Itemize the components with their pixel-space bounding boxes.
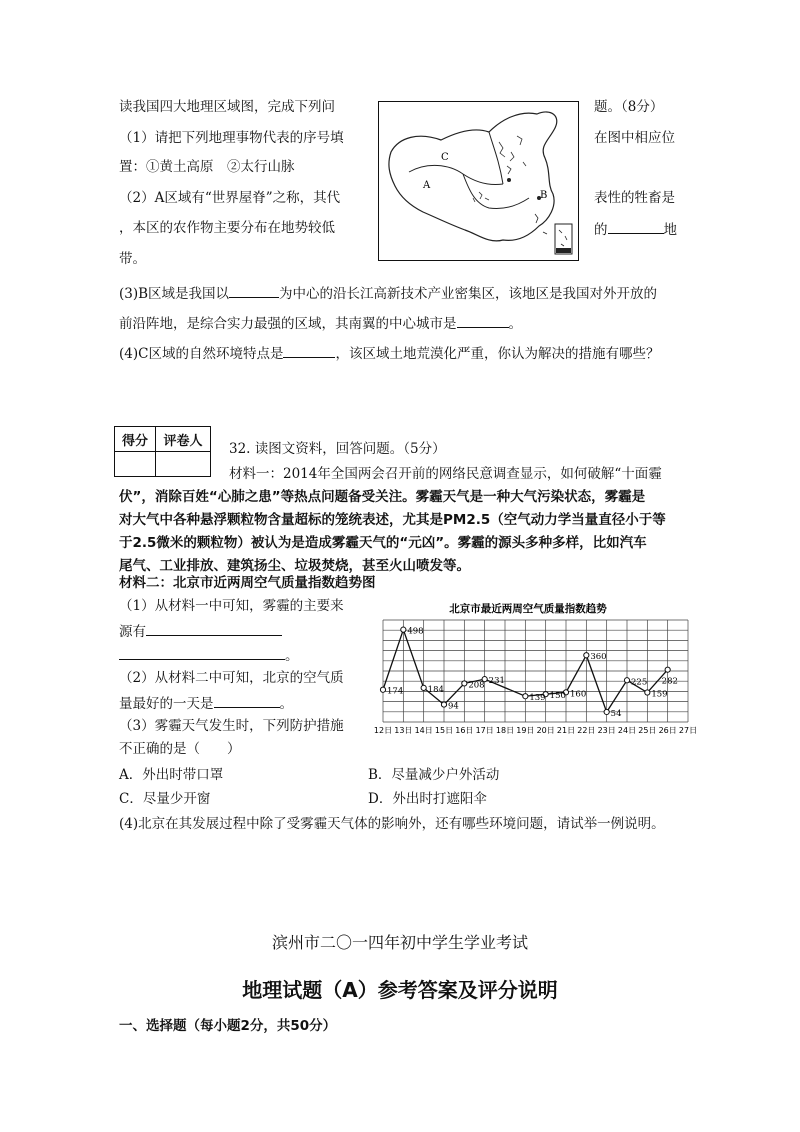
data-point [604,709,609,714]
x-tick-label: 20日 [536,726,555,735]
q31-intro-left: 读我国四大地理区域图，完成下列问 [119,99,335,115]
x-tick-label: 25日 [638,726,657,735]
q32-s1-line1: （1）从材料一中可知，雾霾的主要来 [119,598,344,614]
chart-grid [383,620,688,722]
q32-s4: (4)北京在其发展过程中除了受雾霾天气体的影响外，还有哪些环境问题，请试举一例说明。 [119,816,665,832]
china-map-drawing [379,102,578,260]
x-tick-label: 24日 [617,726,637,735]
q32-s2-line1: （2）从材料二中可知，北京的空气质 [119,670,344,686]
answer-title-line2: 地理试题（A）参考答案及评分说明 [242,978,558,1002]
data-point [624,678,629,683]
answer-blank[interactable] [283,343,335,358]
x-tick-label: 18日 [495,726,515,735]
option-d[interactable]: D．外出时打遮阳伞 [368,791,487,807]
q32-material1-line1: 材料一：2014年全国两会召开前的网络民意调查显示，如何破解“十面霾 [229,466,662,482]
q32-s1-line2: 源有 [119,621,282,641]
q31-p2-line3: 带。 [119,251,146,267]
x-tick-label: 22日 [577,726,596,735]
option-c[interactable]: C．尽量少开窗 [119,791,211,807]
data-point [523,694,528,699]
option-a[interactable]: A．外出时带口罩 [119,767,224,783]
q32-material2: 材料二：北京市近两周空气质量指数趋势图 [119,575,376,591]
q31-p3-line2: 前沿阵地，是综合实力最强的区域，其南翼的中心城市是 。 [119,313,522,333]
q31-p1-right: 在图中相应位 [594,130,675,146]
q32-s1-line3: 。 [119,645,299,665]
answer-title-line1: 滨州市二〇一四年初中学生学业考试 [271,933,528,952]
data-point [584,653,589,658]
x-tick-label: 23日 [597,726,616,735]
q31-intro-right: 题。（8分） [594,99,664,115]
data-label: 159 [651,689,668,700]
x-tick-label: 13日 [394,726,413,735]
data-point [441,702,446,707]
region-boundary [489,132,503,184]
data-label: 150 [549,691,566,702]
q32-s2-line2: 量最好的一天是 。 [119,693,293,713]
data-label: 139 [529,693,546,704]
data-point [462,681,467,686]
data-point [401,627,406,632]
section-heading: 一、选择题（每小题2分，共50分） [119,1018,337,1034]
q32-material1-line3: 对大气中各种悬浮颗粒物含量超标的笼统表述，尤其是PM2.5（空气动力学当量直径小于等 [119,512,666,528]
inset-islands [559,230,567,246]
q32-title: 32. 读图文资料，回答问题。（5分） [229,441,446,457]
data-point [665,667,670,672]
answer-blank[interactable] [229,283,279,298]
data-label: 498 [407,626,424,637]
q32-s3-line1: （3）雾霾天气发生时，下列防护措施 [119,718,344,734]
data-point [380,687,385,692]
city-dot [507,178,511,182]
q31-p1-line2: 置：①黄土高原 ②太行山脉 [119,159,295,175]
option-b[interactable]: B．尽量减少户外活动 [368,767,500,783]
map-label-c: C [441,152,449,163]
map-label-b: B [540,190,548,201]
score-cell[interactable] [115,452,156,477]
china-regions-map [378,101,579,261]
q31-p3-line1: (3)B区域是我国以 为中心的沿长江高新技术产业密集区，该地区是我国对外开放的 [119,283,657,303]
terrain-hatching [473,192,489,202]
q31-p4: (4)C区域的自然环境特点是 ，该区域土地荒漠化严重，你认为解决的措施有哪些？ [119,343,659,363]
data-label: 225 [631,677,648,688]
q31-p2-line2-left: ，本区的农作物主要分布在地势较低 [119,220,335,236]
q32-s3-line2: 不正确的是（ ） [119,741,241,757]
x-tick-label: 15日 [434,726,454,735]
chart-title: 北京市最近两周空气质量指数趋势 [449,603,607,615]
china-outline [389,112,557,241]
q32-material1-line2: 伏”，消除百姓“心肺之患”等热点问题备受关注。雾霾天气是一种大气污染状态，雾霾是 [119,489,646,505]
q31-p2-left: （2）A区域有“世界屋脊”之称，其代 [119,190,341,206]
grader-header: 评卷人 [156,427,211,452]
q32-material1-line5: 尾气、工业排放、建筑扬尘、垃圾焚烧，甚至火山喷发等。 [119,558,470,574]
q32-material1-line4: 于2.5微米的颗粒物）被认为是造成雾霾天气的“元凶”。雾霾的源头多种多样，比如汽车 [119,535,647,551]
q31-p2-line2-right: 的 地 [594,219,677,239]
map-label-a: A [423,180,431,191]
score-header: 得分 [115,427,156,452]
data-label: 360 [590,652,607,663]
answer-blank[interactable] [608,219,664,234]
air-quality-chart [368,598,698,738]
terrain-hatching [499,136,526,174]
data-point [421,685,426,690]
data-label: 208 [468,680,485,691]
data-label: 174 [387,686,404,697]
answer-blank[interactable] [457,313,509,328]
data-label: 54 [610,708,622,719]
answer-blank[interactable] [146,621,282,636]
answer-blank[interactable] [214,693,280,708]
x-tick-labels [374,726,697,735]
answer-blank[interactable] [119,645,285,660]
grader-cell[interactable] [156,452,211,477]
score-table [114,426,211,477]
data-label: 282 [661,676,678,687]
q31-p1-left: （1）请把下列地理事物代表的序号填 [119,130,344,146]
data-label: 94 [448,701,459,712]
data-label: 231 [488,676,505,687]
x-tick-label: 19日 [516,726,535,735]
data-point [645,690,650,695]
x-tick-label: 27日 [678,726,698,735]
inset-scale-bar [556,248,571,253]
data-label: 160 [570,689,587,700]
x-tick-label: 26日 [658,726,677,735]
q31-p2-right: 表性的牲畜是 [594,190,675,206]
data-label: 184 [427,684,444,695]
x-tick-label: 21日 [556,726,576,735]
x-tick-label: 12日 [373,726,393,735]
x-tick-label: 14日 [414,726,433,735]
x-tick-label: 16日 [455,726,474,735]
x-tick-label: 17日 [475,726,494,735]
